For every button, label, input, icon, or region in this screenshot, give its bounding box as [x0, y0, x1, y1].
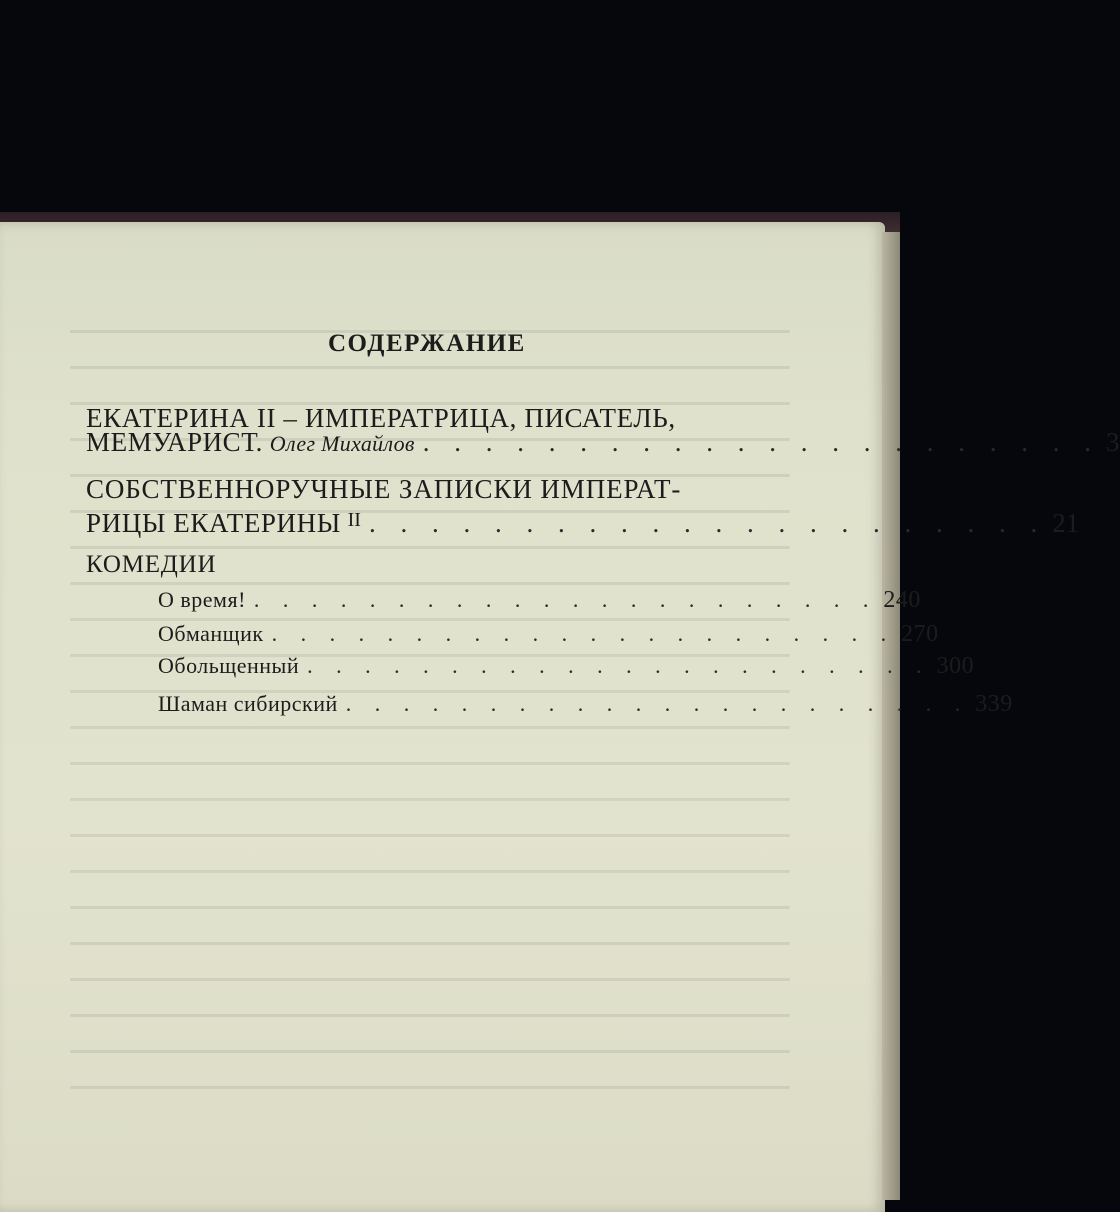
- comedy-page: 300: [936, 653, 975, 679]
- comedy-entry: [158, 653, 975, 680]
- entry2-line1: СОБСТВЕННОРУЧНЫЕ ЗАПИСКИ ИМПЕРАТ-: [86, 474, 682, 504]
- entry2-numeral: II: [347, 509, 361, 531]
- entry1-row: [86, 427, 1120, 458]
- leader-dots: . . . . . . . . . . . . . . . . . . . . . .: [253, 587, 878, 612]
- comedy-label: О время!: [158, 587, 246, 612]
- comedy-entry: [158, 621, 939, 648]
- section-comedies: КОМЕДИИ: [86, 551, 217, 578]
- toc-title: СОДЕРЖАНИЕ: [328, 330, 526, 357]
- comedy-label: Шаман сибирский: [158, 691, 338, 716]
- comedy-page: 240: [883, 587, 921, 613]
- leader-dots: . . . . . . . . . . . . . . . . . . . . . .: [307, 653, 931, 678]
- leader-dots: . . . . . . . . . . . . . . . . . . . . . .: [422, 427, 1101, 457]
- entry2-row: [86, 508, 1080, 539]
- comedy-label: Обольщенный: [158, 653, 300, 678]
- comedy-label: Обманщик: [158, 621, 264, 646]
- leader-dots: . . . . . . . . . . . . . . . . . . . . . .: [368, 508, 1047, 538]
- comedy-page: 270: [901, 621, 939, 647]
- entry1-label: [86, 427, 415, 458]
- leader-dots: . . . . . . . . . . . . . . . . . . . . . .: [345, 691, 970, 716]
- entry1-line1: ЕКАТЕРИНА II – ИМПЕРАТРИЦА, ПИСАТЕЛЬ,: [86, 403, 676, 433]
- comedy-entry: [158, 587, 921, 614]
- entry2-label: [86, 508, 361, 539]
- comedy-page: 339: [975, 691, 1013, 717]
- comedy-entry: [158, 691, 1013, 718]
- entry1-author: Олег Михайлов: [269, 431, 415, 456]
- entry2-page: 21: [1052, 508, 1080, 538]
- entry2-line2: РИЦЫ ЕКАТЕРИНЫ: [86, 508, 341, 538]
- leader-dots: . . . . . . . . . . . . . . . . . . . . . .: [271, 621, 896, 646]
- entry1-page: 3: [1106, 427, 1120, 457]
- entry1-line2: МЕМУАРИСТ.: [86, 427, 264, 457]
